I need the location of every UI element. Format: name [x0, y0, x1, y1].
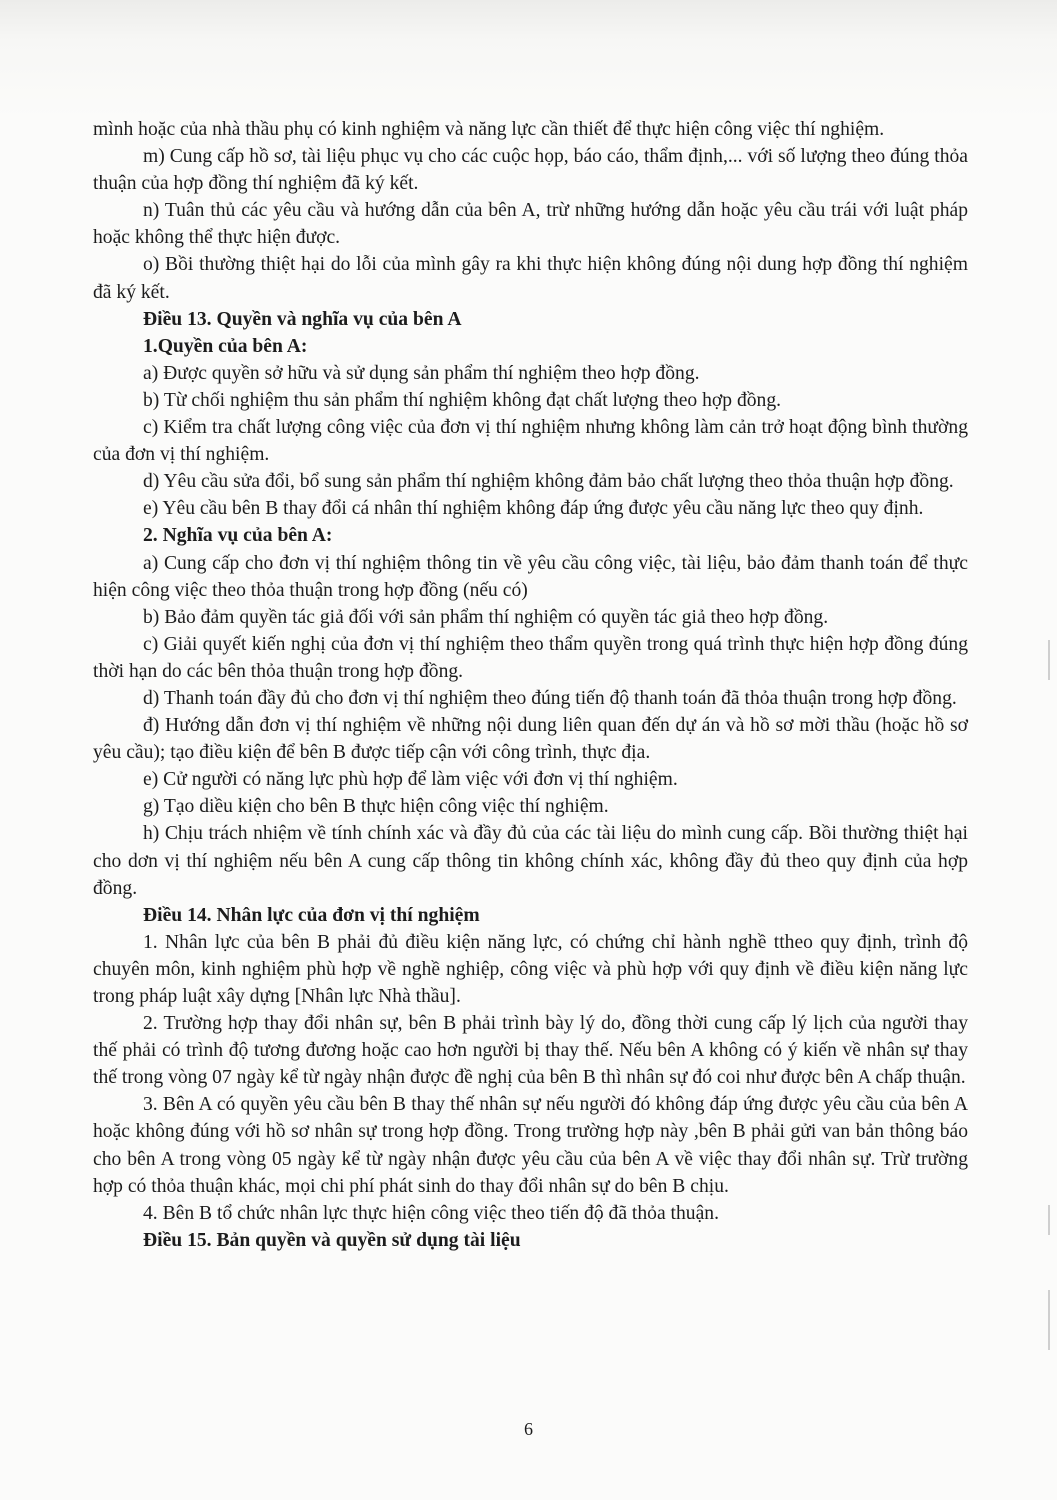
paragraph: c) Kiểm tra chất lượng công việc của đơn vị thí nghiệm nhưng không làm cản trở hoạt động bình thường của đơn vị thí nghiệm.	[93, 417, 968, 466]
scan-edge-mark	[1048, 1290, 1050, 1350]
paragraph: d) Yêu cầu sửa đổi, bổ sung sản phẩm thí nghiệm không đảm bảo chất lượng theo thỏa thuận hợp đồng.	[143, 471, 954, 493]
paragraph: c) Giải quyết kiến nghị của đơn vị thí nghiệm theo thẩm quyền trong quá trình thực hiện hợp đồng đúng thời hạn do các bên thỏa thuận trong hợp đồng.	[93, 633, 968, 682]
paragraph: 3. Bên A có quyền yêu cầu bên B thay thế nhân sự nếu người đó không đáp ứng được yêu cầu của bên A hoặc không đúng với hồ sơ nhân sự trong hợp đồng. Trong trường hợp này ,bên B phải gửi van bản thông báo cho bên A trong vòng 05 ngày kể từ ngày nhận được yêu cầu của bên A về việc thay đổi nhân sự. Trừ trường hợp có thỏa thuận khác, mọi chi phí phát sinh do thay đổi nhân sự do bên B chịu.	[93, 1094, 968, 1197]
section-heading: Điều 13. Quyền và nghĩa vụ của bên A	[143, 308, 462, 330]
paragraph: d) Thanh toán đầy đủ cho đơn vị thí nghiệm theo đúng tiến độ thanh toán đã thỏa thuận trong hợp đồng.	[143, 687, 957, 709]
scan-edge-mark	[1048, 640, 1050, 680]
paragraph: h) Chịu trách nhiệm về tính chính xác và đầy đủ của các tài liệu do mình cung cấp. Bồi thường thiệt hại cho dơn vị thí nghiệm nếu bên A cung cấp thông tin không chính xác, không đầy đủ theo quy định của hợp đồng.	[93, 823, 968, 899]
paragraph: 2. Trường hợp thay đổi nhân sự, bên B phải trình bày lý do, đồng thời cung cấp lý lịch của người thay thế phải có trình độ tương đương hoặc cao hơn người bị thay thế. Nếu bên A không có ý kiến về nhân sự thay thế trong vòng 07 ngày kể từ ngày nhận được đề nghị của bên B thì nhân sự đó coi như được bên A chấp thuận.	[93, 1013, 968, 1089]
paragraph: đ) Hướng dẫn đơn vị thí nghiệm về những nội dung liên quan đến dự án và hồ sơ mời thầu (hoặc hồ sơ yêu cầu); tạo điều kiện để bên B được tiếp cận với công trình, thực địa.	[93, 715, 968, 764]
paragraph: e) Cử người có năng lực phù hợp để làm việc với đơn vị thí nghiệm.	[143, 769, 678, 791]
scan-edge-mark	[1048, 1205, 1050, 1235]
paragraph: b) Bảo đảm quyền tác giả đối với sản phẩm thí nghiệm có quyền tác giả theo hợp đồng.	[143, 606, 829, 628]
paragraph: a) Được quyền sở hữu và sử dụng sản phẩm thí nghiệm theo hợp đồng.	[143, 362, 700, 384]
section-heading: Điều 14. Nhân lực của đơn vị thí nghiệm	[143, 904, 480, 926]
section-heading: Điều 15. Bản quyền và quyền sử dụng tài liệu	[143, 1229, 521, 1251]
paragraph: e) Yêu cầu bên B thay đổi cá nhân thí nghiệm không đáp ứng được yêu cầu năng lực theo quy định.	[143, 498, 924, 520]
paragraph: mình hoặc của nhà thầu phụ có kinh nghiệm và năng lực cần thiết để thực hiện công việc thí nghiệm.	[93, 119, 885, 140]
paragraph: o) Bồi thường thiệt hại do lỗi của mình gây ra khi thực hiện không đúng nội dung hợp đồng thí nghiệm đã ký kết.	[93, 254, 968, 303]
paragraph: n) Tuân thủ các yêu cầu và hướng dẫn của bên A, trừ những hướng dẫn hoặc yêu cầu trái với luật pháp hoặc không thể thực hiện được.	[93, 200, 968, 249]
document-body	[93, 116, 968, 1254]
paragraph: g) Tạo diều kiện cho bên B thực hiện công việc thí nghiệm.	[143, 796, 609, 818]
paragraph: a) Cung cấp cho đơn vị thí nghiệm thông tin về yêu cầu công việc, tài liệu, bảo đảm thanh toán để thực hiện công việc theo thỏa thuận trong hợp đồng (nếu có)	[93, 552, 968, 601]
paragraph: 1. Nhân lực của bên B phải đủ điều kiện năng lực, có chứng chỉ hành nghề ttheo quy định, trình độ chuyên môn, kinh nghiệm phù hợp về nghề nghiệp, công việc và phù hợp với quy định về điều kiện năng lực trong pháp luật xây dựng [Nhân lực Nhà thầu].	[93, 931, 968, 1007]
page-number: 6	[524, 1419, 533, 1439]
paragraph: 4. Bên B tổ chức nhân lực thực hiện công việc theo tiến độ đã thỏa thuận.	[143, 1202, 719, 1224]
section-heading: 2. Nghĩa vụ của bên A:	[143, 525, 333, 547]
paragraph: m) Cung cấp hồ sơ, tài liệu phục vụ cho các cuộc họp, báo cáo, thẩm định,... với số lượng theo đúng thỏa thuận của hợp đồng thí nghiệm đã ký kết.	[93, 146, 968, 195]
section-heading: 1.Quyền của bên A:	[143, 335, 308, 357]
paragraph: b) Từ chối nghiệm thu sản phẩm thí nghiệm không đạt chất lượng theo hợp đồng.	[143, 389, 782, 411]
